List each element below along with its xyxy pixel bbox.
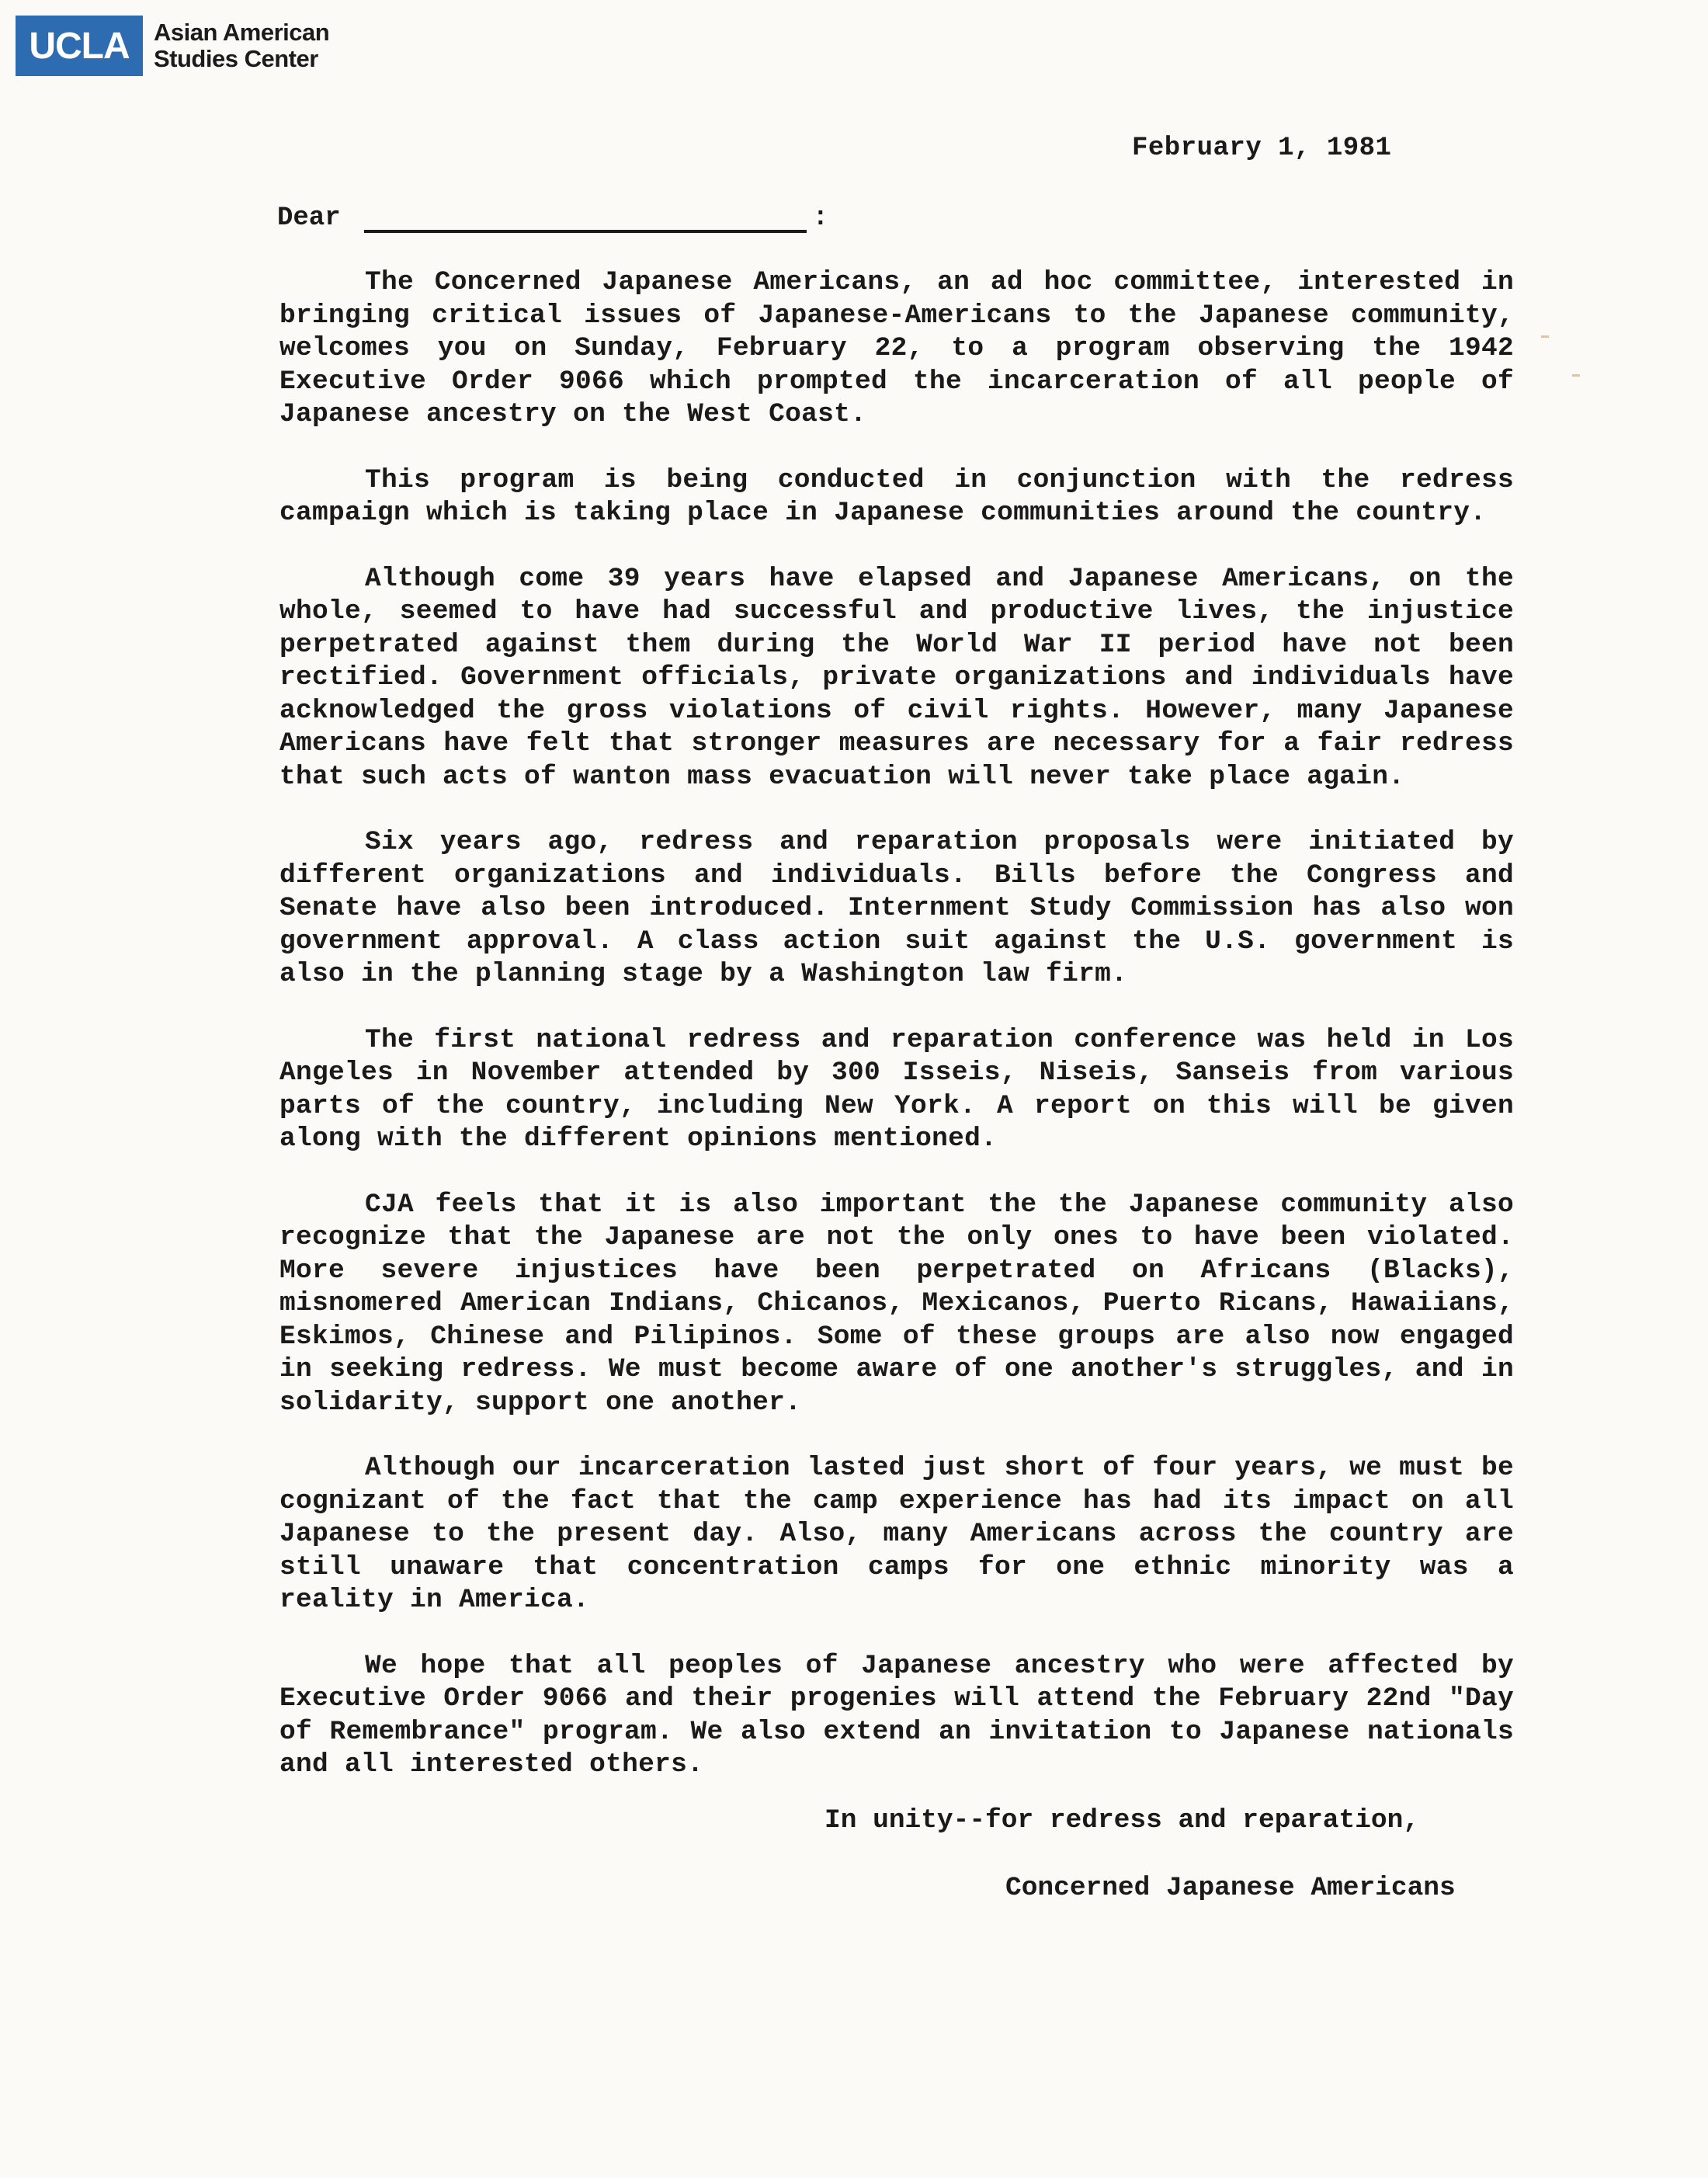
paragraph-7: Although our incarceration lasted just short of four years, we must be cognizant of the fact that the camp experience has had its impact on all Japanese to the present day. Also, many Americans across the country are still unaware that concentration camps for one ethnic minority was a reality in America. <box>279 1453 1514 1615</box>
letter-body <box>279 266 1514 1815</box>
signature: Concerned Japanese Americans <box>1005 1873 1456 1903</box>
salutation-colon: : <box>812 203 829 233</box>
paragraph-4: Six years ago, redress and reparation proposals were initiated by different organizations and individuals. Bills before the Congress and Senate have also been introduced. Internment Study Commission has also won government approval. A class action suit against the U.S. government is also in the planning stage by a Washington law firm. <box>279 827 1514 989</box>
paragraph-5: The first national redress and reparation conference was held in Los Angeles in November attended by 300 Isseis, Niseis, Sanseis from various parts of the country, including New York. A report on this will be given along with the different opinions mentioned. <box>279 1024 1514 1154</box>
paper-speck <box>1541 335 1549 338</box>
closing: In unity--for redress and reparation, <box>824 1805 1420 1836</box>
paragraph-3: Although come 39 years have elapsed and Japanese Americans, on the whole, seemed to have had successful and productive lives, the injustice perpetrated against them during the World War II period have not been rectified. Government officials, private organizations and individuals have acknowledged the gross violations of civil rights. However, many Japanese Americans have felt that stronger measures are necessary for a fair redress that such acts of wanton mass evacuation will never take place again. <box>279 563 1514 792</box>
paragraph-8: We hope that all peoples of Japanese ancestry who were affected by Executive Order 9066 and their progenies will attend the February 22nd "Day of Remembrance" program. We also extend an invitation to Japanese nationals and all interested others. <box>279 1650 1514 1780</box>
paragraph-2: This program is being conducted in conjunction with the redress campaign which is taking place in Japanese communities around the country. <box>279 464 1514 528</box>
salutation-text: Dear <box>277 203 341 233</box>
ucla-logo <box>16 16 329 76</box>
org-name-line2: Studies Center <box>154 45 318 72</box>
paper-speck <box>1572 374 1580 377</box>
ucla-logo-mark: UCLA <box>16 16 143 76</box>
org-name-line1: Asian American <box>154 19 330 46</box>
salutation <box>277 203 828 233</box>
paragraph-1: The Concerned Japanese Americans, an ad hoc committee, interested in bringing critical issues of Japanese-Americans to the Japanese community, welcomes you on Sunday, February 22, to a program observing the 1942 Executive Order 9066 which prompted the incarceration of all people of Japanese ancestry on the West Coast. <box>279 267 1514 429</box>
letter-date: February 1, 1981 <box>1132 134 1392 163</box>
paragraph-6: CJA feels that it is also important the the Japanese community also recognize that the Japanese are not the only ones to have been violated. More severe injustices have been perpetrated on Africans (Blacks), misnomered American Indians, Chicanos, Mexicanos, Puerto Ricans, Hawaiians, Eskimos, Chinese and Pilipinos. Some of these groups are also now engaged in seeking redress. We must become aware of one another's struggles, and in solidarity, support one another. <box>279 1189 1514 1418</box>
org-name <box>154 19 329 72</box>
recipient-blank-line <box>364 207 807 233</box>
